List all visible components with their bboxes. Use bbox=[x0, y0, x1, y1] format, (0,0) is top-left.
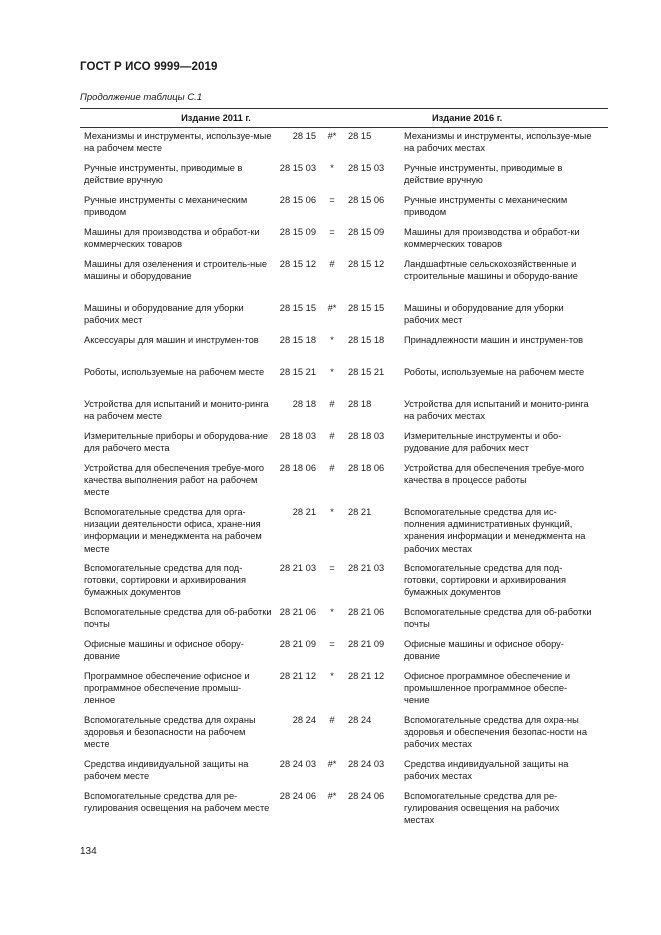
table-row bbox=[80, 226, 592, 250]
old-code-cell: 28 21 06 bbox=[279, 607, 316, 617]
old-name-cell: Вспомогательные средства для ре-гулирования освещения на рабочем месте bbox=[84, 791, 270, 814]
new-code-cell: 28 15 bbox=[348, 131, 372, 141]
table-row bbox=[80, 462, 592, 499]
new-code-cell: 28 15 12 bbox=[348, 259, 385, 269]
new-name-cell: Роботы, используемые на рабочем месте bbox=[404, 367, 585, 377]
correspondence-table bbox=[80, 108, 608, 848]
new-name-cell: Принадлежности машин и инструмен-тов bbox=[404, 335, 584, 345]
new-code-cell: 28 21 bbox=[348, 507, 372, 517]
relation-cell: * bbox=[330, 507, 334, 517]
table-row bbox=[80, 506, 592, 555]
header-edition-2016: Издание 2016 г. bbox=[432, 112, 503, 123]
old-code-cell: 28 18 06 bbox=[279, 463, 316, 473]
new-name-cell: Устройства для испытаний и монито-ринга на рабочих местах bbox=[404, 399, 589, 422]
new-code-cell: 28 24 06 bbox=[348, 791, 385, 801]
relation-cell: #* bbox=[327, 303, 337, 313]
relation-cell: # bbox=[329, 399, 335, 409]
table-row bbox=[80, 162, 592, 186]
old-code-cell: 28 15 09 bbox=[279, 227, 316, 237]
new-code-cell: 28 21 09 bbox=[348, 639, 385, 649]
old-code-cell: 28 24 bbox=[292, 715, 316, 725]
old-code-cell: 28 15 06 bbox=[279, 195, 316, 205]
new-name-cell: Измерительные инструменты и обо-рудование для рабочих мест bbox=[404, 431, 562, 454]
relation-cell: #* bbox=[327, 791, 337, 801]
old-code-cell: 28 15 bbox=[292, 131, 316, 141]
new-name-cell: Вспомогательные средства для ре-гулирования освещения на рабочих местах bbox=[404, 791, 560, 826]
relation-cell: * bbox=[330, 607, 334, 617]
table-row bbox=[80, 258, 592, 282]
new-code-cell: 28 21 03 bbox=[348, 563, 385, 573]
old-code-cell: 28 15 15 bbox=[279, 303, 316, 313]
table-body bbox=[80, 128, 608, 848]
old-name-cell: Ручные инструменты с механическим приводом bbox=[84, 195, 248, 218]
table-row bbox=[80, 758, 592, 782]
new-code-cell: 28 15 18 bbox=[348, 335, 385, 345]
old-name-cell: Вспомогательные средства для орга-низации деятельности офиса, хране-ния информации и менеджмента на рабочем месте bbox=[84, 507, 262, 554]
old-code-cell: 28 15 18 bbox=[279, 335, 316, 345]
old-code-cell: 28 21 09 bbox=[279, 639, 316, 649]
relation-cell: # bbox=[329, 259, 335, 269]
new-code-cell: 28 24 bbox=[348, 715, 372, 725]
table-caption: Продолжение таблицы С.1 bbox=[80, 92, 203, 103]
old-name-cell: Устройства для испытаний и монито-ринга на рабочем месте bbox=[84, 399, 269, 422]
table-row bbox=[80, 670, 592, 707]
old-name-cell: Машины для производства и обработ-ки коммерческих товаров bbox=[84, 227, 260, 250]
old-name-cell: Ручные инструменты, приводимые в действие вручную bbox=[84, 163, 243, 186]
new-code-cell: 28 18 03 bbox=[348, 431, 385, 441]
new-name-cell: Средства индивидуальной защиты на рабочих местах bbox=[404, 759, 569, 782]
old-code-cell: 28 21 bbox=[292, 507, 316, 517]
new-name-cell: Машины и оборудование для уборки рабочих мест bbox=[404, 303, 564, 326]
new-name-cell: Машины для производства и обработ-ки коммерческих товаров bbox=[404, 227, 580, 250]
table-header bbox=[80, 108, 608, 128]
new-code-cell: 28 21 06 bbox=[348, 607, 385, 617]
old-code-cell: 28 21 12 bbox=[279, 671, 316, 681]
document-code: ГОСТ Р ИСО 9999—2019 bbox=[80, 61, 218, 73]
new-name-cell: Вспомогательные средства для ис-полнения административных функций, хранения информации и менеджмента на рабочих местах bbox=[404, 507, 586, 554]
table-row bbox=[80, 606, 592, 630]
table-row bbox=[80, 334, 592, 346]
new-code-cell: 28 21 12 bbox=[348, 671, 385, 681]
relation-cell: * bbox=[330, 163, 334, 173]
relation-cell: * bbox=[330, 335, 334, 345]
old-name-cell: Измерительные приборы и оборудова-ние для рабочего места bbox=[84, 431, 269, 454]
new-name-cell: Офисное программное обеспечение и промышленное программное обеспе-чение bbox=[404, 671, 571, 706]
relation-cell: # bbox=[329, 715, 335, 725]
old-code-cell: 28 18 bbox=[292, 399, 316, 409]
new-code-cell: 28 18 bbox=[348, 399, 372, 409]
table-row bbox=[80, 714, 592, 751]
new-name-cell: Вспомогательные средства для охра-ны здоровья и обеспечения безопас-ности на рабочих местах bbox=[404, 715, 587, 750]
old-code-cell: 28 18 03 bbox=[279, 431, 316, 441]
old-name-cell: Роботы, используемые на рабочем месте bbox=[84, 367, 265, 377]
new-name-cell: Офисные машины и офисное обору-дование bbox=[404, 639, 564, 662]
old-name-cell: Вспомогательные средства для охраны здоровья и безопасности на рабочем месте bbox=[84, 715, 256, 750]
old-name-cell: Устройства для обеспечения требуе-мого качества выполнения работ на рабочем месте bbox=[84, 463, 265, 498]
old-code-cell: 28 15 03 bbox=[279, 163, 316, 173]
new-name-cell: Механизмы и инструменты, используе-мые на рабочих местах bbox=[404, 131, 592, 154]
old-name-cell: Аксессуары для машин и инструмен-тов bbox=[84, 335, 259, 345]
page-number: 134 bbox=[80, 846, 97, 857]
old-code-cell: 28 24 06 bbox=[279, 791, 316, 801]
new-code-cell: 28 18 06 bbox=[348, 463, 385, 473]
new-code-cell: 28 15 15 bbox=[348, 303, 385, 313]
table-row bbox=[80, 130, 592, 154]
table-row bbox=[80, 366, 592, 378]
table-row bbox=[80, 430, 592, 454]
relation-cell: # bbox=[329, 431, 335, 441]
relation-cell: = bbox=[329, 195, 335, 205]
old-code-cell: 28 15 12 bbox=[279, 259, 316, 269]
table-row bbox=[80, 562, 592, 599]
relation-cell: * bbox=[330, 367, 334, 377]
old-name-cell: Машины и оборудование для уборки рабочих мест bbox=[84, 303, 244, 326]
header-edition-2011: Издание 2011 г. bbox=[181, 112, 251, 123]
relation-cell: #* bbox=[327, 759, 337, 769]
new-code-cell: 28 15 03 bbox=[348, 163, 385, 173]
relation-cell: = bbox=[329, 639, 335, 649]
relation-cell: = bbox=[329, 563, 335, 573]
new-name-cell: Ландшафтные сельскохозяйственные и строительные машины и оборудо-вание bbox=[404, 259, 578, 282]
old-code-cell: 28 21 03 bbox=[279, 563, 316, 573]
relation-cell: = bbox=[329, 227, 335, 237]
new-code-cell: 28 15 21 bbox=[348, 367, 385, 377]
new-name-cell: Ручные инструменты с механическим приводом bbox=[404, 195, 568, 218]
table-row bbox=[80, 302, 592, 326]
table-row bbox=[80, 194, 592, 218]
old-name-cell: Вспомогательные средства для об-работки почты bbox=[84, 607, 272, 630]
relation-cell: #* bbox=[327, 131, 337, 141]
table-row bbox=[80, 638, 592, 662]
old-name-cell: Программное обеспечение офисное и программное обеспечение промыш-ленное bbox=[84, 671, 250, 706]
new-code-cell: 28 15 09 bbox=[348, 227, 385, 237]
relation-cell: # bbox=[329, 463, 335, 473]
new-name-cell: Вспомогательные средства для под-готовки, сортировки и архивирования бумажных документов bbox=[404, 563, 567, 598]
relation-cell: * bbox=[330, 671, 334, 681]
old-name-cell: Вспомогательные средства для под-готовки, сортировки и архивирования бумажных документов bbox=[84, 563, 247, 598]
new-code-cell: 28 15 06 bbox=[348, 195, 385, 205]
table-row bbox=[80, 398, 592, 422]
old-code-cell: 28 15 21 bbox=[279, 367, 316, 377]
new-name-cell: Вспомогательные средства для об-работки почты bbox=[404, 607, 592, 630]
new-name-cell: Устройства для обеспечения требуе-мого качества в процессе работы bbox=[404, 463, 585, 486]
old-code-cell: 28 24 03 bbox=[279, 759, 316, 769]
old-name-cell: Средства индивидуальной защиты на рабочем месте bbox=[84, 759, 249, 782]
new-code-cell: 28 24 03 bbox=[348, 759, 385, 769]
old-name-cell: Механизмы и инструменты, используе-мые на рабочем месте bbox=[84, 131, 272, 154]
old-name-cell: Машины для озеленения и строитель-ные машины и оборудование bbox=[84, 259, 268, 282]
table-row bbox=[80, 790, 592, 827]
new-name-cell: Ручные инструменты, приводимые в действие вручную bbox=[404, 163, 563, 186]
old-name-cell: Офисные машины и офисное обору-дование bbox=[84, 639, 244, 662]
